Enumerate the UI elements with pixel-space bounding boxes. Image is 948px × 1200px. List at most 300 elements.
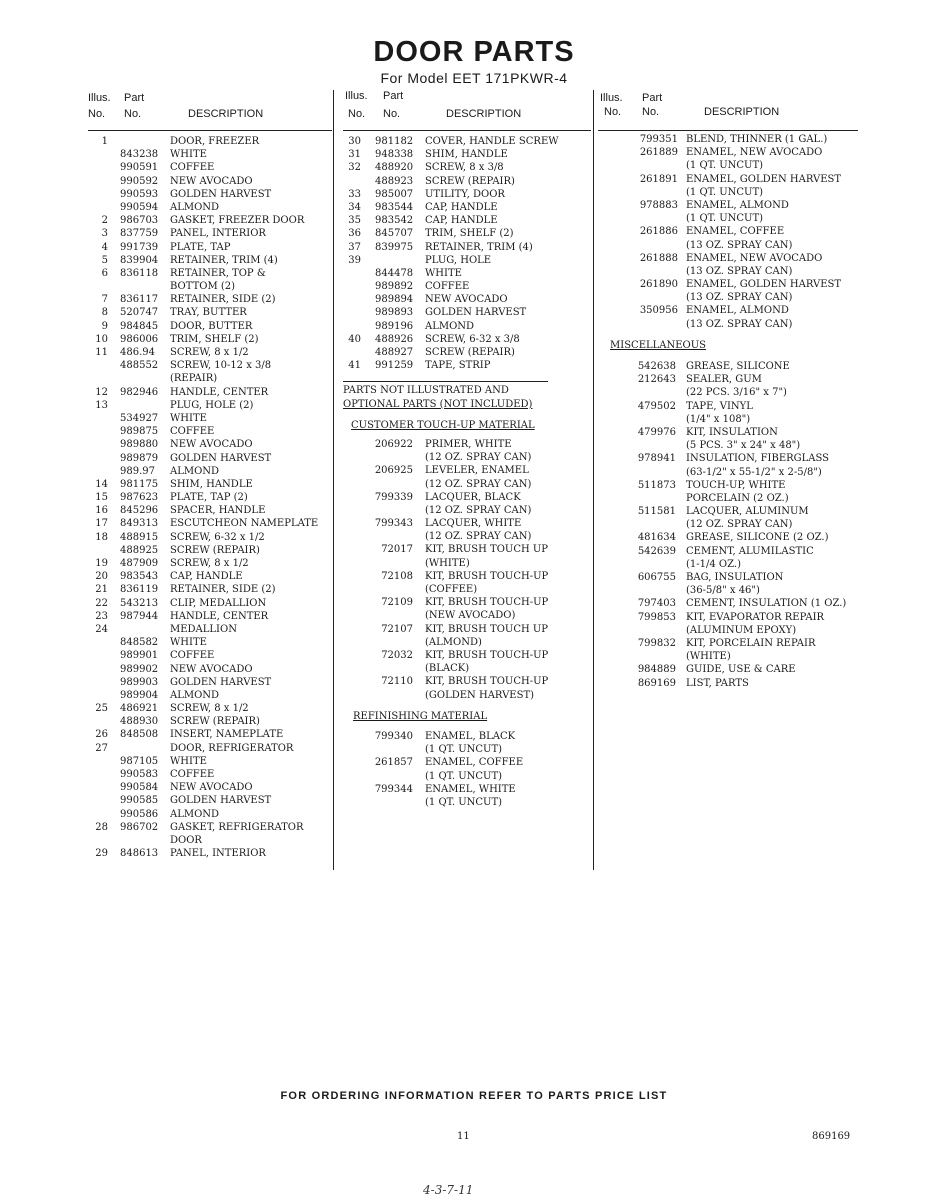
header-part: Part — [383, 90, 404, 102]
part-row — [88, 333, 332, 346]
part-description: LACQUER, BLACK — [425, 491, 521, 503]
part-description: COVER, HANDLE SCREW — [425, 136, 559, 147]
column-header — [88, 90, 332, 131]
part-description: KIT, PORCELAIN REPAIR — [686, 637, 816, 649]
column-header — [598, 90, 858, 131]
part-description: ENAMEL, COFFEE — [686, 226, 785, 238]
part-number: 350956 — [639, 305, 678, 317]
part-description: SCREW (REPAIR) — [170, 544, 260, 556]
part-row — [598, 304, 858, 317]
part-description: COFFEE — [170, 426, 215, 438]
ordering-footer: FOR ORDERING INFORMATION REFER TO PARTS PRICE LIST — [280, 1090, 668, 1102]
part-number: 989879 — [120, 452, 159, 464]
part-row — [88, 201, 332, 214]
part-row — [88, 834, 332, 847]
header-illus: Illus. — [600, 92, 623, 104]
part-description: (ALUMINUM EPOXY) — [686, 624, 797, 636]
part-description: NEW AVOCADO — [425, 294, 508, 306]
part-row — [343, 188, 591, 201]
part-number: 72109 — [381, 597, 413, 609]
part-row — [343, 557, 591, 570]
illus-number: 16 — [95, 505, 108, 517]
part-number: 989.97 — [120, 465, 155, 477]
part-row — [88, 359, 332, 372]
part-number: 848508 — [120, 729, 159, 741]
part-number: 986702 — [120, 821, 159, 833]
part-number: 206925 — [374, 465, 413, 477]
part-description: NEW AVOCADO — [170, 175, 253, 187]
part-description: KIT, BRUSH TOUCH-UP — [425, 676, 549, 688]
part-row — [88, 663, 332, 676]
illus-number: 18 — [95, 531, 108, 543]
part-row — [88, 715, 332, 728]
part-description: KIT, BRUSH TOUCH-UP — [425, 597, 549, 609]
part-row — [343, 280, 591, 293]
document-number: 869169 — [812, 1131, 851, 1142]
part-row — [343, 346, 591, 359]
part-row — [598, 426, 858, 439]
part-description: GASKET, FREEZER DOOR — [170, 215, 305, 227]
part-row — [88, 610, 332, 623]
header-illus-no: No. — [348, 108, 366, 120]
part-description: TAPE, STRIP — [425, 360, 491, 372]
part-description: (13 OZ. SPRAY CAN) — [686, 239, 793, 251]
part-description: DOOR, BUTTER — [170, 320, 253, 332]
part-description: (12 OZ. SPRAY CAN) — [425, 478, 532, 490]
header-illus: Illus. — [345, 90, 368, 102]
part-row — [343, 570, 591, 583]
part-description: (ALMOND) — [425, 636, 482, 648]
part-description: CEMENT, ALUMILASTIC — [686, 545, 814, 557]
part-description: RETAINER, TOP & — [170, 267, 266, 279]
part-row — [88, 755, 332, 768]
part-description: (1 QT. UNCUT) — [425, 796, 503, 808]
part-description: PRIMER, WHITE — [425, 438, 512, 450]
part-description: ENAMEL, ALMOND — [686, 199, 789, 211]
part-description: DOOR — [170, 834, 202, 846]
part-row — [343, 241, 591, 254]
part-row — [88, 412, 332, 425]
illus-number: 23 — [95, 610, 108, 622]
part-number: 869169 — [637, 677, 676, 689]
part-row — [598, 663, 858, 676]
part-row — [598, 386, 858, 399]
part-description: CEMENT, INSULATION (1 OZ.) — [686, 598, 847, 610]
part-description: SHIM, HANDLE — [425, 149, 508, 161]
notice-line: OPTIONAL PARTS (NOT INCLUDED) — [343, 398, 533, 410]
part-row — [343, 267, 591, 280]
part-description: TRIM, SHELF (2) — [170, 333, 259, 345]
part-description: (1 QT. UNCUT) — [425, 744, 503, 756]
part-description: GOLDEN HARVEST — [170, 676, 272, 688]
header-description: DESCRIPTION — [188, 108, 264, 120]
part-row — [343, 689, 591, 702]
illus-number: 7 — [101, 294, 108, 306]
part-number: 72032 — [381, 649, 413, 661]
part-number: 839975 — [375, 241, 414, 253]
illus-number: 33 — [348, 188, 361, 200]
part-row — [88, 597, 332, 610]
part-row — [88, 702, 332, 715]
part-description: ENAMEL, GOLDEN HARVEST — [686, 279, 842, 291]
part-number: 479502 — [637, 400, 676, 412]
part-row — [88, 346, 332, 359]
part-number: 797403 — [637, 598, 676, 610]
part-row — [343, 320, 591, 333]
part-number: 212643 — [637, 374, 676, 386]
part-row — [598, 518, 858, 531]
part-description: (13 OZ. SPRAY CAN) — [686, 318, 793, 330]
part-row — [88, 491, 332, 504]
part-number: 981182 — [375, 136, 414, 147]
part-description: (12 OZ. SPRAY CAN) — [686, 519, 793, 531]
part-description: (1/4" x 108") — [686, 413, 751, 425]
part-number: 990593 — [120, 188, 159, 200]
part-row — [88, 280, 332, 293]
part-row — [598, 466, 858, 479]
illus-number: 15 — [95, 492, 108, 504]
part-row — [343, 543, 591, 556]
part-number: 487909 — [120, 558, 159, 569]
part-row — [88, 808, 332, 821]
part-row — [343, 756, 591, 769]
part-description: RETAINER, TRIM (4) — [170, 254, 278, 266]
illus-number: 14 — [95, 478, 108, 490]
part-description: (BLACK) — [425, 663, 470, 675]
part-number: 542638 — [637, 361, 676, 373]
part-description: KIT, EVAPORATOR REPAIR — [686, 611, 825, 623]
part-number: 844478 — [375, 267, 414, 279]
part-description: HANDLE, CENTER — [170, 386, 269, 398]
part-row — [343, 662, 591, 675]
part-number: 836117 — [120, 294, 159, 306]
part-description: (63-1/2" x 55-1/2" x 2-5/8") — [686, 466, 822, 478]
part-row — [343, 254, 591, 267]
part-number: 948338 — [375, 149, 414, 161]
part-description: COFFEE — [425, 281, 470, 293]
part-description: (1 QT. UNCUT) — [686, 186, 764, 198]
part-number: 848613 — [120, 848, 159, 860]
part-row — [598, 159, 858, 172]
part-row — [598, 650, 858, 663]
part-description: LIST, PARTS — [686, 677, 749, 689]
part-row — [598, 360, 858, 373]
part-description: INSULATION, FIBERGLASS — [686, 453, 830, 465]
illus-number: 5 — [101, 254, 108, 266]
part-row — [598, 146, 858, 159]
part-number: 848582 — [120, 637, 159, 649]
part-number: 990585 — [120, 795, 159, 807]
header-description: DESCRIPTION — [704, 106, 780, 118]
part-number: 799339 — [374, 491, 413, 503]
part-row — [88, 306, 332, 319]
part-number: 985007 — [375, 188, 414, 200]
header-part: Part — [642, 92, 663, 104]
illus-number: 36 — [348, 228, 361, 240]
part-row — [343, 623, 591, 636]
part-row — [343, 451, 591, 464]
part-description: WHITE — [170, 637, 207, 649]
part-description: BLEND, THINNER (1 GAL.) — [686, 134, 828, 145]
illus-number: 8 — [101, 307, 108, 319]
part-description: SCREW, 8 x 3/8 — [425, 162, 504, 174]
part-row — [88, 636, 332, 649]
part-number: 481634 — [637, 532, 676, 544]
part-row — [88, 544, 332, 557]
part-row — [598, 624, 858, 637]
part-description: BAG, INSULATION — [686, 572, 784, 584]
part-description: UTILITY, DOOR — [425, 188, 505, 200]
illus-number: 31 — [348, 149, 361, 161]
part-number: 72017 — [381, 544, 413, 556]
illus-number: 2 — [101, 215, 108, 227]
part-row — [88, 161, 332, 174]
part-row — [598, 505, 858, 518]
part-number: 986006 — [120, 333, 159, 345]
part-number: 989196 — [375, 320, 414, 332]
part-description: (12 OZ. SPRAY CAN) — [425, 452, 532, 464]
part-row — [598, 400, 858, 413]
part-number: 989904 — [120, 689, 159, 701]
part-row — [598, 239, 858, 252]
illus-number: 22 — [95, 597, 108, 609]
part-row — [343, 293, 591, 306]
part-row — [88, 768, 332, 781]
part-row — [343, 201, 591, 214]
part-row — [343, 730, 591, 743]
part-number: 990592 — [120, 175, 159, 187]
page-title: DOOR PARTS — [373, 36, 575, 68]
illus-number: 20 — [95, 571, 108, 583]
part-description: LACQUER, WHITE — [425, 518, 522, 530]
miscellaneous-list — [598, 360, 858, 690]
illus-number: 26 — [95, 729, 108, 741]
part-number: 520747 — [120, 307, 159, 319]
touchup-section-title: CUSTOMER TOUCH-UP MATERIAL — [351, 419, 535, 431]
part-row — [88, 320, 332, 333]
part-description: (5 PCS. 3" x 24" x 48") — [686, 440, 801, 452]
part-number: 989894 — [375, 294, 414, 306]
part-number: 989893 — [375, 307, 414, 319]
part-row — [88, 425, 332, 438]
part-number: 836118 — [120, 267, 159, 279]
part-row — [343, 214, 591, 227]
part-description: SCREW (REPAIR) — [425, 175, 515, 187]
part-row — [598, 452, 858, 465]
part-row — [598, 318, 858, 331]
parts-column-1 — [88, 90, 332, 860]
part-number: 978883 — [639, 199, 678, 211]
part-description: HANDLE, CENTER — [170, 610, 269, 622]
part-description: DOOR, FREEZER — [170, 136, 260, 147]
part-description: PORCELAIN (2 OZ.) — [686, 492, 789, 504]
part-description: GREASE, SILICONE — [686, 361, 790, 373]
header-illus: Illus. — [88, 92, 111, 104]
part-row — [88, 676, 332, 689]
part-number: 261889 — [639, 147, 678, 159]
part-number: 72108 — [381, 570, 413, 582]
part-description: CAP, HANDLE — [170, 571, 243, 583]
column-divider — [333, 90, 334, 870]
part-row — [88, 254, 332, 267]
part-number: 989880 — [120, 439, 159, 451]
part-row — [88, 386, 332, 399]
part-row — [88, 148, 332, 161]
part-number: 837759 — [120, 228, 159, 240]
header-part-no: No. — [642, 106, 660, 118]
part-description: INSERT, NAMEPLATE — [170, 729, 284, 741]
part-description: SCREW (REPAIR) — [425, 347, 515, 358]
part-number: 845707 — [375, 228, 414, 240]
part-row — [343, 783, 591, 796]
part-number: 981175 — [120, 478, 159, 490]
part-description: SCREW, 6-32 x 3/8 — [425, 333, 520, 345]
illus-number: 28 — [95, 821, 108, 833]
part-description: GOLDEN HARVEST — [170, 188, 272, 200]
miscellaneous-section-title: MISCELLANEOUS — [610, 339, 707, 351]
illus-number: 13 — [95, 399, 108, 411]
part-number: 488930 — [120, 716, 159, 728]
refinishing-section-title: REFINISHING MATERIAL — [353, 710, 488, 722]
part-description: WHITE — [170, 755, 207, 767]
part-row — [343, 438, 591, 451]
part-description: KIT, INSULATION — [686, 426, 778, 438]
part-number: 990583 — [120, 769, 159, 780]
illus-number: 24 — [95, 623, 108, 635]
header-illus-no: No. — [88, 108, 106, 120]
part-row — [88, 399, 332, 412]
part-description: KIT, BRUSH TOUCH-UP — [425, 570, 549, 582]
part-row — [88, 438, 332, 451]
part-description: RETAINER, SIDE (2) — [170, 584, 276, 596]
part-row — [88, 214, 332, 227]
part-row — [343, 333, 591, 346]
part-number: 511873 — [637, 479, 676, 491]
part-number: 843238 — [120, 149, 159, 161]
part-row — [88, 452, 332, 465]
header-part-no: No. — [124, 108, 142, 120]
part-description: NEW AVOCADO — [170, 439, 253, 451]
parts-list — [88, 131, 332, 860]
part-description: PANEL, INTERIOR — [170, 848, 266, 860]
part-description: PLUG, HOLE (2) — [170, 399, 254, 411]
part-row — [598, 492, 858, 505]
part-description: SCREW, 8 x 1/2 — [170, 703, 249, 715]
part-description: KIT, BRUSH TOUCH-UP — [425, 649, 549, 661]
part-description: GREASE, SILICONE (2 OZ.) — [686, 532, 829, 544]
part-description: TRIM, SHELF (2) — [425, 228, 514, 240]
part-row — [598, 479, 858, 492]
illus-number: 6 — [101, 267, 108, 279]
part-description: GOLDEN HARVEST — [425, 307, 527, 319]
part-row — [88, 847, 332, 860]
part-row — [343, 770, 591, 783]
part-row — [598, 531, 858, 544]
part-row — [598, 265, 858, 278]
part-number: 799351 — [639, 134, 678, 145]
part-description: SEALER, GUM — [686, 374, 762, 386]
part-description: SCREW, 8 x 1/2 — [170, 558, 249, 569]
part-row — [343, 478, 591, 491]
part-number: 799343 — [374, 518, 413, 530]
part-description: PLATE, TAP — [170, 241, 231, 253]
part-number: 261890 — [639, 279, 678, 291]
part-row — [343, 609, 591, 622]
part-description: (GOLDEN HARVEST) — [425, 689, 535, 701]
part-row — [343, 743, 591, 756]
part-row — [343, 675, 591, 688]
part-row — [88, 465, 332, 478]
part-row — [88, 728, 332, 741]
notice-line: PARTS NOT ILLUSTRATED AND — [343, 385, 509, 397]
part-row — [88, 821, 332, 834]
refinishing-list — [598, 131, 858, 331]
part-description: BOTTOM (2) — [170, 281, 236, 293]
part-row — [88, 135, 332, 148]
part-row — [88, 742, 332, 755]
part-number: 990594 — [120, 201, 159, 213]
part-row — [598, 173, 858, 186]
illus-number: 25 — [95, 703, 108, 715]
part-row — [343, 148, 591, 161]
part-description: (22 PCS. 3/16" x 7") — [686, 387, 787, 399]
illus-number: 32 — [348, 162, 361, 174]
part-row — [88, 649, 332, 662]
part-number: 261857 — [374, 757, 413, 769]
part-number: 261888 — [639, 252, 678, 264]
part-number: 606755 — [637, 572, 676, 584]
part-number: 542639 — [637, 545, 676, 557]
part-number: 261891 — [639, 173, 678, 185]
part-description: ALMOND — [170, 689, 220, 701]
part-description: SCREW, 10-12 x 3/8 — [170, 360, 272, 372]
column-divider — [593, 90, 594, 870]
part-number: 989892 — [375, 281, 414, 293]
part-number: 989901 — [120, 650, 159, 662]
part-row — [343, 135, 591, 148]
part-row — [598, 637, 858, 650]
part-number: 72110 — [381, 676, 413, 688]
part-number: 488552 — [120, 360, 159, 372]
part-number: 991259 — [375, 360, 414, 372]
part-description: WHITE — [170, 412, 207, 424]
illus-number: 37 — [348, 241, 361, 253]
part-number: 486.94 — [120, 347, 155, 358]
part-row — [598, 597, 858, 610]
parts-list — [343, 131, 591, 372]
part-number: 488927 — [375, 347, 414, 358]
part-row — [88, 517, 332, 530]
part-number: 987944 — [120, 610, 159, 622]
part-row — [598, 413, 858, 426]
part-description: (12 OZ. SPRAY CAN) — [425, 531, 532, 543]
illus-number: 10 — [95, 333, 108, 345]
part-description: COFFEE — [170, 769, 215, 780]
illus-number: 21 — [95, 584, 108, 596]
part-description: KIT, BRUSH TOUCH UP — [425, 544, 549, 556]
part-description: SCREW (REPAIR) — [170, 716, 260, 728]
part-description: (1 QT. UNCUT) — [686, 213, 764, 225]
part-row — [343, 306, 591, 319]
part-description: RETAINER, SIDE (2) — [170, 294, 276, 306]
parts-column-2 — [343, 90, 591, 809]
part-number: 978941 — [637, 453, 676, 465]
part-description: ENAMEL, WHITE — [425, 783, 516, 795]
handwritten-note: 4-3-7-11 — [423, 1183, 474, 1197]
part-description: GUIDE, USE & CARE — [686, 664, 796, 676]
illus-number: 12 — [95, 386, 108, 398]
part-description: SCREW, 8 x 1/2 — [170, 347, 249, 358]
